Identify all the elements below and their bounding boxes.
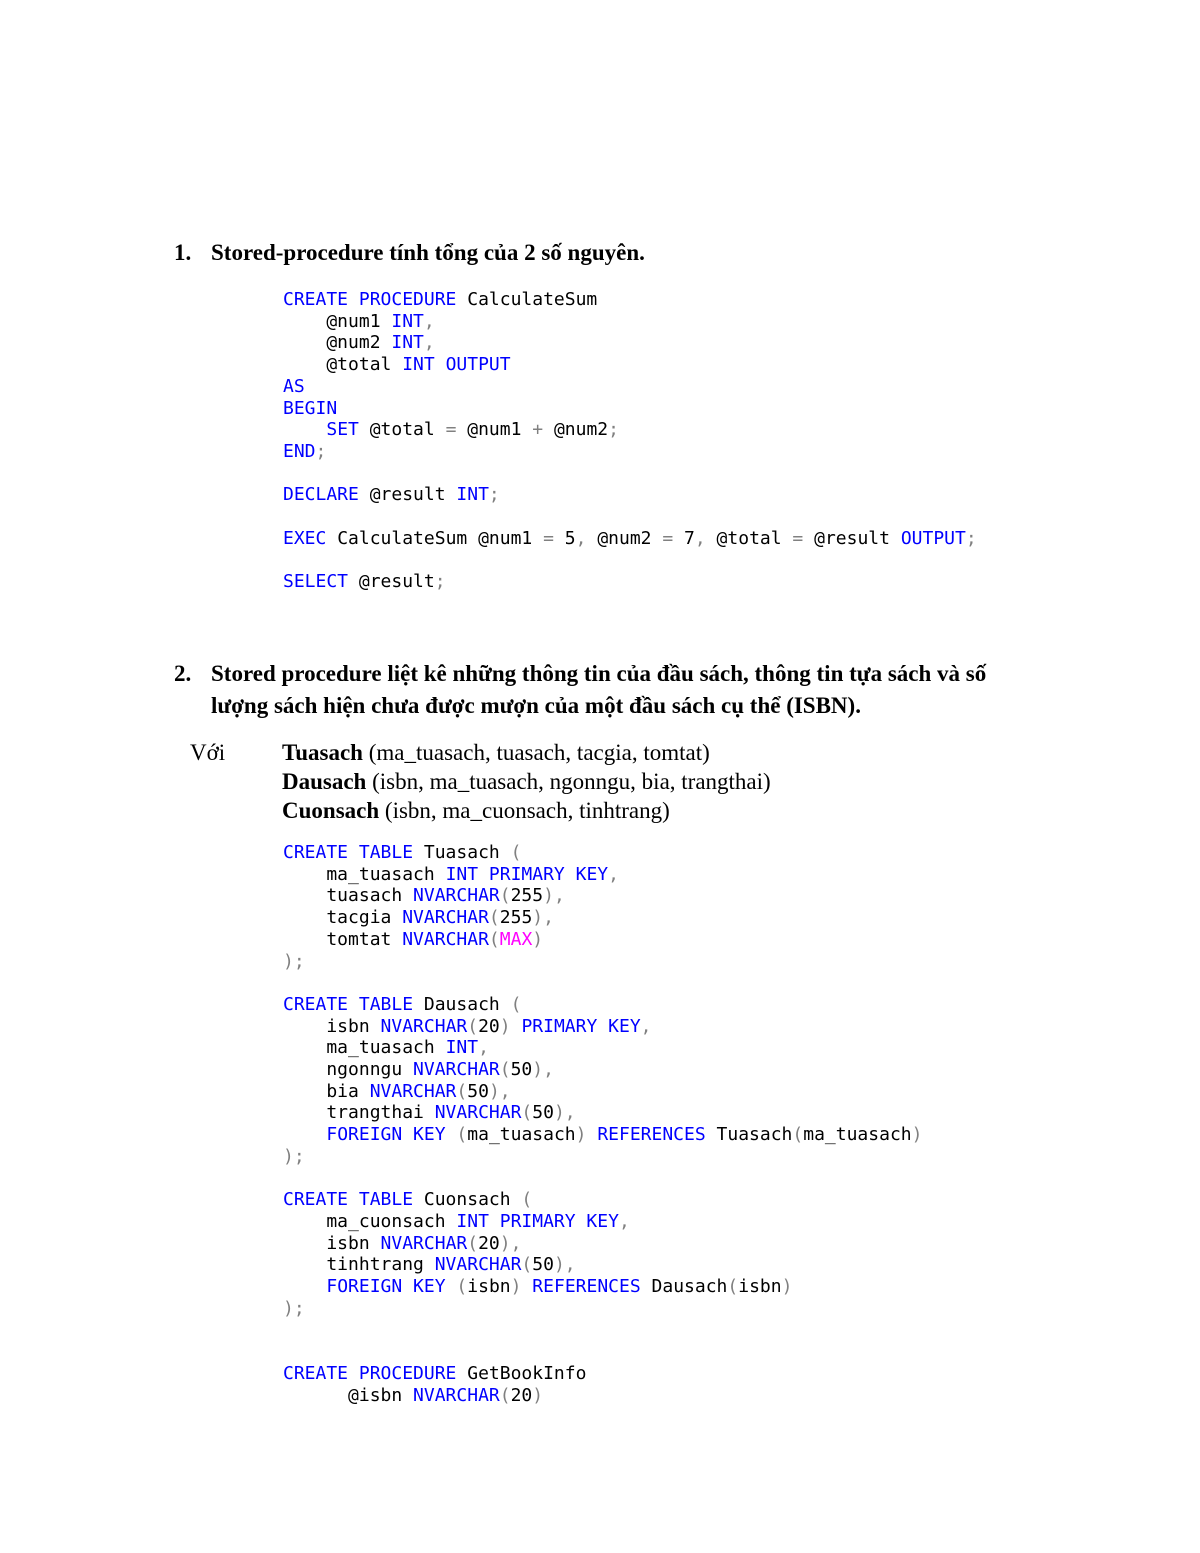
code-line [283, 972, 922, 994]
sql-keyword: DECLARE [283, 484, 359, 506]
code-line [283, 289, 977, 311]
sql-punctuation: ( [499, 885, 511, 907]
code-line [283, 1037, 922, 1059]
sql-keyword: REFERENCES [586, 1124, 706, 1146]
schema-rows [282, 738, 771, 825]
sql-punctuation: ) [781, 1276, 793, 1298]
code-line [283, 1146, 922, 1168]
sql-punctuation: , [694, 527, 706, 549]
sql-keyword: INT PRIMARY KEY [445, 863, 609, 885]
sql-identifier: @result [348, 571, 435, 593]
sql-identifier: Tuasach [413, 842, 511, 863]
sql-identifier: Tuasach [705, 1124, 793, 1146]
sql-keyword: NVARCHAR [402, 907, 489, 929]
code-line [283, 1211, 922, 1233]
code-line [283, 571, 977, 593]
sql-identifier: tacgia [283, 907, 403, 929]
schema-columns: (isbn, ma_cuonsach, tinhtrang) [384, 798, 670, 823]
sql-punctuation: ; [315, 440, 327, 462]
sql-punctuation: ), [499, 1232, 522, 1254]
sql-keyword: BEGIN [283, 397, 338, 419]
code-line [283, 1233, 922, 1255]
sql-keyword: SET [326, 419, 359, 441]
code-line [283, 1124, 922, 1146]
code-line [283, 1081, 922, 1103]
sql-identifier: @num1 [456, 419, 533, 441]
sql-punctuation: ; [488, 484, 500, 506]
sql-keyword: CREATE TABLE [283, 993, 414, 1015]
sql-punctuation: , [423, 310, 435, 332]
code-line [283, 1385, 922, 1407]
code-line [283, 929, 922, 951]
sql-punctuation: ), [532, 907, 554, 929]
schema-row-tuasach [282, 738, 771, 767]
sql-punctuation: ( [792, 1124, 804, 1146]
code-line [283, 506, 977, 528]
sql-identifier: @num2 [543, 419, 609, 441]
sql-identifier: 20 [478, 1232, 500, 1254]
sql-punctuation: ) [575, 1124, 587, 1146]
sql-punctuation: ( [510, 993, 522, 1015]
sql-identifier: @num2 [283, 332, 392, 354]
sql-identifier: Cuonsach [413, 1189, 522, 1211]
sql-identifier: CalculateSum [456, 289, 598, 310]
code-line [283, 885, 922, 907]
section-2-title-line-2: lượng sách hiện chưa được mượn của một đầu sách cụ thể (ISBN). [211, 693, 861, 718]
sql-identifier: trangthai [283, 1102, 435, 1124]
sql-punctuation: + [532, 419, 544, 441]
sql-keyword: NVARCHAR [413, 885, 500, 907]
section-2-heading [174, 658, 1054, 722]
sql-punctuation: ) [911, 1124, 923, 1146]
sql-keyword: INT [391, 332, 424, 354]
sql-keyword: FOREIGN KEY [326, 1124, 446, 1146]
sql-punctuation: ( [499, 1384, 511, 1406]
sql-punctuation: , [608, 863, 619, 885]
sql-punctuation: ), [553, 1102, 576, 1124]
sql-keyword: NVARCHAR [380, 1015, 468, 1037]
sql-identifier: @num2 [586, 527, 663, 549]
code-line [283, 1102, 922, 1124]
sql-identifier: 50 [532, 1254, 554, 1276]
sql-punctuation: , [478, 1037, 489, 1059]
code-line [283, 463, 977, 485]
code-line [283, 1276, 922, 1298]
sql-keyword: REFERENCES [521, 1276, 641, 1298]
sql-punctuation: ) [532, 928, 544, 950]
schema-columns: (isbn, ma_tuasach, ngonngu, bia, trangthai) [372, 769, 771, 794]
sql-identifier: 7 [673, 527, 695, 549]
sql-keyword: INT [445, 1037, 479, 1059]
schema-row-dausach [282, 767, 771, 796]
sql-keyword: EXEC [283, 527, 327, 549]
sql-keyword: CREATE PROCEDURE [283, 289, 457, 310]
sql-identifier: @total [283, 354, 403, 376]
sql-punctuation: = [543, 527, 554, 549]
sql-identifier: GetBookInfo [456, 1362, 587, 1384]
sql-punctuation: = [662, 527, 674, 549]
schema-columns: (ma_tuasach, tuasach, tacgia, tomtat) [368, 740, 710, 765]
code-line [283, 419, 977, 441]
sql-keyword: SELECT [283, 571, 349, 593]
sql-punctuation: ; [608, 419, 619, 441]
section-2-number: 2. [174, 661, 192, 686]
code-line [283, 1168, 922, 1190]
sql-identifier: tinhtrang [283, 1254, 435, 1276]
sql-keyword: INT [456, 484, 489, 506]
sql-keyword: NVARCHAR [380, 1232, 468, 1254]
sql-identifier: @total [705, 527, 793, 549]
sql-identifier: ma_tuasach [283, 1037, 446, 1059]
sql-keyword: INT OUTPUT [402, 354, 511, 376]
code-line [283, 484, 977, 506]
sql-identifier: 50 [532, 1102, 554, 1124]
sql-identifier: isbn [467, 1276, 511, 1298]
code-line [283, 994, 922, 1016]
sql-identifier: Dausach [413, 993, 511, 1015]
sql-punctuation: ( [445, 1124, 468, 1146]
sql-keyword: NVARCHAR [369, 1080, 457, 1102]
section-2-title-line-1: Stored procedure liệt kê những thông tin của đầu sách, thông tin tựa sách và số [211, 661, 987, 686]
sql-keyword: AS [283, 375, 305, 397]
code-line [283, 398, 977, 420]
code-line [283, 376, 977, 398]
sql-identifier [283, 1276, 326, 1297]
sql-punctuation: = [445, 419, 457, 441]
sql-identifier: ma_tuasach [803, 1124, 912, 1146]
sql-punctuation: ); [283, 1297, 305, 1319]
section-1-title: Stored-procedure tính tổng của 2 số nguyên. [211, 240, 645, 265]
sql-punctuation: ); [283, 1145, 305, 1167]
sql-punctuation: ), [532, 1059, 554, 1081]
sql-identifier: @total [358, 419, 446, 441]
code-line [283, 354, 977, 376]
sql-keyword: CREATE TABLE [283, 1189, 414, 1211]
sql-function: MAX [499, 928, 533, 950]
sql-punctuation: ( [456, 1080, 468, 1102]
sql-keyword: NVARCHAR [434, 1102, 522, 1124]
sql-identifier: isbn [283, 1015, 381, 1037]
sql-punctuation: ( [521, 1189, 533, 1211]
code-line [283, 951, 922, 973]
sql-identifier: tuasach [283, 885, 414, 907]
sql-punctuation: = [792, 527, 804, 549]
sql-identifier: @isbn [283, 1384, 414, 1406]
sql-punctuation: ), [553, 1254, 576, 1276]
sql-keyword: PRIMARY KEY [510, 1015, 641, 1037]
sql-identifier: isbn [738, 1276, 782, 1298]
code-line [283, 842, 922, 864]
sql-identifier: ma_cuonsach [283, 1210, 457, 1232]
sql-identifier: @result [803, 527, 901, 549]
sql-keyword: INT [391, 310, 424, 332]
sql-punctuation: ( [445, 1276, 468, 1298]
code-line [283, 441, 977, 463]
sql-identifier: 20 [478, 1015, 500, 1037]
sql-punctuation: , [640, 1015, 652, 1037]
sql-identifier: ma_tuasach [283, 863, 446, 885]
sql-punctuation: ); [283, 950, 305, 972]
sql-identifier: CalculateSum @num1 [326, 527, 544, 549]
sql-punctuation: ) [510, 1276, 522, 1298]
sql-keyword: FOREIGN KEY [326, 1276, 446, 1298]
code-line [283, 332, 977, 354]
sql-keyword: NVARCHAR [434, 1254, 522, 1276]
schema-row-cuonsach [282, 796, 771, 825]
sql-punctuation: ), [543, 885, 565, 907]
sql-punctuation: ), [488, 1080, 511, 1102]
sql-keyword: CREATE TABLE [283, 842, 414, 863]
sql-identifier: 255 [510, 885, 544, 907]
sql-punctuation: ) [499, 1015, 511, 1037]
code-line [283, 1363, 922, 1385]
schema-table-name: Dausach [282, 769, 367, 794]
sql-keyword: OUTPUT [900, 527, 966, 549]
schema-table-name: Cuonsach [282, 798, 380, 823]
sql-identifier: Dausach [640, 1276, 728, 1298]
sql-punctuation: , [423, 332, 435, 354]
sql-identifier: @result [358, 484, 457, 506]
sql-punctuation: , [618, 1210, 630, 1232]
code-line [283, 1319, 922, 1341]
sql-punctuation: , [575, 527, 587, 549]
sql-identifier: bia [283, 1080, 370, 1102]
schema-label: Với [190, 740, 226, 765]
sql-punctuation: ( [467, 1015, 479, 1037]
code-line [283, 1189, 922, 1211]
sql-identifier: tomtat [283, 928, 403, 950]
sql-punctuation: ( [727, 1276, 739, 1298]
sql-identifier: 50 [467, 1080, 489, 1102]
sql-punctuation: ; [965, 527, 977, 549]
code-line [283, 1341, 922, 1363]
sql-punctuation: ( [488, 907, 500, 929]
code-line [283, 549, 977, 571]
code-line [283, 528, 977, 550]
code-line [283, 1016, 922, 1038]
sql-punctuation: ( [521, 1102, 533, 1124]
code-line [283, 864, 922, 886]
code-line [283, 1254, 922, 1276]
sql-identifier: 50 [510, 1059, 533, 1081]
sql-punctuation: ( [510, 842, 522, 863]
sql-identifier: ma_tuasach [467, 1124, 576, 1146]
sql-identifier: ngonngu [283, 1059, 414, 1081]
code-block-tables-and-procedure [283, 842, 922, 1406]
sql-keyword: NVARCHAR [413, 1059, 500, 1081]
schema-table-name: Tuasach [282, 740, 363, 765]
code-line [283, 1059, 922, 1081]
sql-keyword: NVARCHAR [413, 1384, 500, 1406]
code-line [283, 1298, 922, 1320]
code-block-calculate-sum [283, 289, 977, 593]
sql-identifier: isbn [283, 1232, 381, 1254]
sql-keyword: CREATE PROCEDURE [283, 1362, 457, 1384]
sql-punctuation: ( [499, 1059, 511, 1081]
section-2-title [211, 658, 1051, 722]
sql-punctuation: ( [488, 928, 500, 950]
sql-punctuation: ( [467, 1232, 479, 1254]
sql-punctuation: ; [434, 571, 446, 593]
sql-punctuation: ( [521, 1254, 533, 1276]
sql-identifier: 255 [499, 907, 533, 929]
code-line [283, 311, 977, 333]
sql-identifier: @num1 [283, 310, 392, 332]
sql-keyword: NVARCHAR [402, 928, 489, 950]
sql-keyword: INT PRIMARY KEY [456, 1210, 619, 1232]
sql-identifier [283, 1124, 326, 1145]
sql-identifier [283, 419, 326, 440]
sql-identifier: 5 [553, 527, 576, 549]
sql-punctuation: ) [532, 1384, 544, 1406]
code-line [283, 907, 922, 929]
section-1-number: 1. [174, 240, 192, 265]
sql-identifier: 20 [510, 1384, 533, 1406]
sql-keyword: END [283, 440, 316, 462]
